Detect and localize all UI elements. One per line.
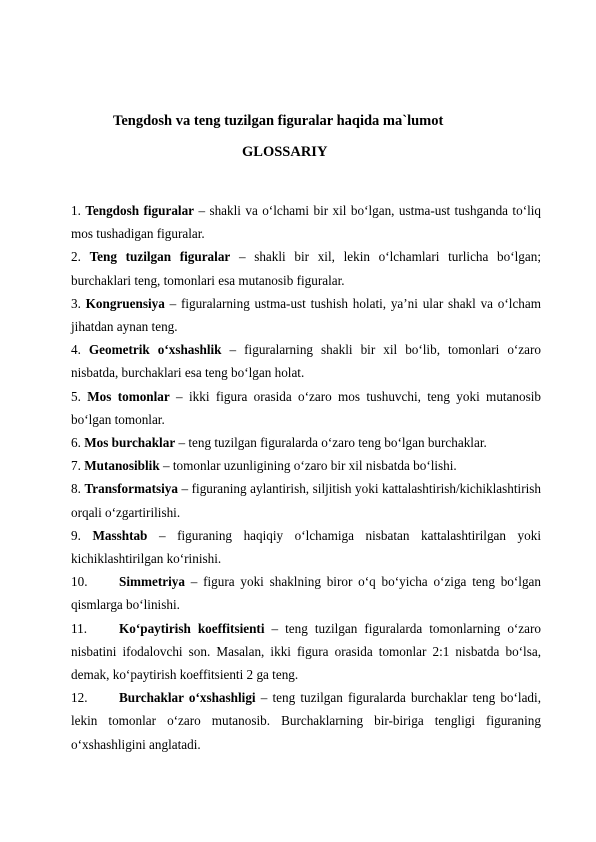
item-term: Burchaklar o‘xshashligi xyxy=(119,690,256,706)
item-term: Kongruensiya xyxy=(85,295,165,311)
item-definition: – teng tuzilgan figuralarda burchaklar teng bo‘ladi, lekin tomonlar o‘zaro mutanosib. Burchaklarning bir-biriga tengligi figuraning o‘xshashligini anglatadi. xyxy=(71,690,541,752)
glossary-item xyxy=(71,617,541,687)
item-definition: – figuraning haqiqiy o‘lchamiga nisbatan kattalashtirilgan yoki kichiklashtirilgan ko‘rinishi. xyxy=(71,527,541,567)
item-term: Ko‘paytirish koeffitsienti xyxy=(119,620,265,636)
item-definition: – figura yoki shaklning biror o‘q bo‘yicha o‘ziga teng bo‘lgan qismlarga bo‘linishi. xyxy=(71,574,541,613)
item-term: Geometrik o‘xshashlik xyxy=(88,342,222,358)
item-number: 1. xyxy=(71,203,81,218)
item-number: 3. xyxy=(71,295,81,311)
item-number: 6. xyxy=(71,435,81,451)
item-number: 2. xyxy=(71,249,81,265)
item-definition: – figuralarning shakli bir xil bo‘lib, tomonlari o‘zaro nisbatda, burchaklari esa teng bo‘lgan holat. xyxy=(71,342,541,381)
item-number: 4. xyxy=(71,342,81,358)
item-term: Transformatsiya xyxy=(84,481,178,497)
item-number: 8. xyxy=(71,481,81,497)
item-definition: – teng tuzilgan figuralarda tomonlarning o‘zaro nisbatini ifodalovchi son. Masalan, ikki figura orasida tomonlar 2:1 nisbatda bo‘lsa, demak, ko‘paytirish koeffitsienti 2 ga teng. xyxy=(71,620,542,683)
glossary-item xyxy=(71,431,541,454)
item-definition: – shakli va o‘lchami bir xil bo‘lgan, ustma-ust tushganda to‘liq mos tushadigan figuralar. xyxy=(71,203,542,242)
item-definition: – shakli bir xil, lekin o‘lchamlari turlicha bo‘lgan; burchaklari teng, tomonlari esa mutanosib figuralar. xyxy=(71,249,541,288)
glossary-item xyxy=(71,454,541,477)
item-definition: – figuraning aylantirish, siljitish yoki kattalashtirish/kichiklashtirish orqali o‘zgartirilishi. xyxy=(71,481,541,520)
glossary-item xyxy=(71,199,541,245)
glossary-item xyxy=(71,338,541,384)
glossary-item xyxy=(71,686,541,756)
item-term: Tengdosh figuralar xyxy=(85,203,195,218)
item-number: 12. xyxy=(71,690,88,706)
glossary-item xyxy=(71,477,541,523)
item-number: 10. xyxy=(71,574,88,590)
glossary-item xyxy=(71,385,541,431)
item-term: Masshtab xyxy=(92,527,148,543)
item-number: 11. xyxy=(71,620,87,636)
item-definition: – tomonlar uzunligining o‘zaro bir xil nisbatda bo‘lishi. xyxy=(159,458,457,474)
item-definition: – ikki figura orasida o‘zaro mos tushuvchi, teng yoki mutanosib bo‘lgan tomonlar. xyxy=(71,388,542,427)
glossary-item xyxy=(71,292,541,338)
glossary-list xyxy=(71,199,541,756)
page-subtitle: GLOSSARIY xyxy=(242,144,328,160)
item-number: 5. xyxy=(71,388,81,404)
item-term: Mutanosiblik xyxy=(84,458,160,474)
page-title: Tengdosh va teng tuzilgan figuralar haqida ma`lumot xyxy=(113,113,444,129)
glossary-item xyxy=(71,570,541,616)
item-definition: – figuralarning ustma-ust tushish holati, ya’ni ular shakl va o‘lcham jihatdan aynan teng. xyxy=(71,295,542,335)
item-term: Teng tuzilgan figuralar xyxy=(89,249,231,265)
item-term: Simmetriya xyxy=(119,574,185,590)
item-number: 7. xyxy=(71,458,81,474)
item-term: Mos tomonlar xyxy=(87,388,170,404)
glossary-item xyxy=(71,245,541,291)
item-definition: – teng tuzilgan figuralarda o‘zaro teng bo‘lgan burchaklar. xyxy=(175,435,487,451)
glossary-item xyxy=(71,524,541,570)
item-term: Mos burchaklar xyxy=(84,435,176,451)
item-number: 9. xyxy=(71,527,81,543)
